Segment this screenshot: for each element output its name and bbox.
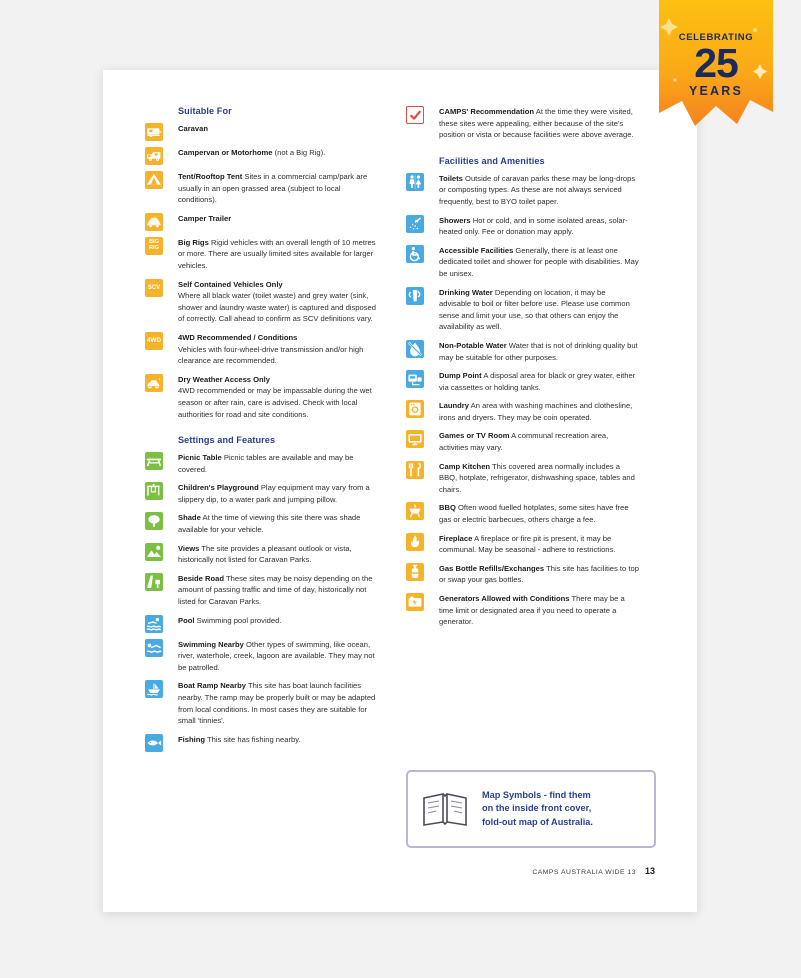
map-symbols-text — [482, 789, 593, 830]
callout-line-3: fold-out map of Australia. — [482, 816, 593, 827]
bbq-icon — [406, 502, 424, 520]
legend-entry-text — [178, 237, 378, 272]
camper-trailer-icon — [145, 213, 163, 231]
legend-entry-text — [178, 452, 378, 475]
legend-entry-text — [178, 171, 378, 206]
legend-entry-text — [178, 332, 378, 367]
legend-entry-description: There may be a time limit or designated area if you need to operate a generator. — [439, 594, 625, 627]
legend-entry-term: Accessible Facilities — [439, 245, 514, 255]
section-heading: Settings and Features — [178, 435, 276, 446]
legend-entry-text — [439, 502, 639, 525]
legend-entry-description: A disposal area for black or grey water, either via cassettes or holding tanks. — [439, 371, 636, 392]
legend-entry-description: Often wood fuelled hotplates, some sites have free gas or electric barbecues, others charge a fee. — [439, 503, 629, 525]
legend-entry-text — [178, 543, 378, 566]
laundry-icon — [406, 400, 424, 418]
legend-entry-term: Dry Weather Access Only — [178, 374, 271, 384]
legend-entry — [145, 279, 378, 325]
fireplace-icon — [406, 533, 424, 551]
camp-kitchen-icon — [406, 461, 424, 479]
boat-ramp-icon — [145, 680, 163, 698]
map-symbols-callout — [406, 770, 656, 848]
section-heading: Suitable For — [178, 106, 232, 116]
legend-entry-description: (not a Big Rig). — [274, 148, 326, 157]
legend-entry — [145, 734, 378, 751]
legend-entry-term: Games or TV Room — [439, 431, 510, 441]
legend-entry-term: CAMPS' Recommendation — [439, 107, 535, 116]
legend-entry — [145, 512, 378, 535]
legend-entry — [145, 213, 378, 230]
legend-entry — [406, 215, 639, 238]
legend-entry-text — [439, 173, 639, 208]
legend-entry-text — [439, 340, 639, 363]
legend-entry-term: Campervan or Motorhome — [178, 148, 273, 157]
badge-ribbon-shape — [655, 0, 777, 148]
fishing-icon — [145, 734, 163, 752]
legend-entry-term: 4WD Recommended / Conditions — [178, 332, 298, 342]
legend-entry-text — [178, 123, 378, 135]
legend-entry-description: An area with washing machines and clothesline, irons and dryers. They may be coin operated. — [439, 401, 633, 422]
legend-entry — [406, 533, 639, 556]
legend-entry-description: Depending on location, it may be advisable to boil or filter before use. Please use common sense and limit your use, so that others can enjoy the availability as well. — [439, 287, 630, 332]
legend-entry-description: Picnic tables are available and may be covered. — [178, 453, 354, 474]
caravan-icon — [145, 123, 163, 141]
legend-entry — [145, 452, 378, 475]
icon-text-label: SCV — [147, 284, 161, 291]
legend-entry-description: At the time they were visited, these sites were appealing, either because of the site's position or vista or because facilities were above average. — [439, 107, 634, 140]
legend-entry-term: Big Rigs — [178, 237, 209, 247]
legend-entry-description: This site has boat launch facilities nearby. The ramp may be properly built or may be adapted from local conditions. In most cases they are suitable for small 'tinnies'. — [178, 681, 376, 726]
swimming-nearby-icon — [145, 639, 163, 657]
footer-publication: CAMPS AUSTRALIA WIDE 13 — [532, 869, 636, 876]
motorhome-icon — [145, 147, 163, 165]
left-column — [145, 106, 378, 758]
open-map-icon — [422, 791, 468, 827]
legend-entry — [406, 400, 639, 423]
legend-entry-text — [178, 639, 378, 674]
scv-icon — [145, 279, 163, 297]
gas-bottle-icon — [406, 563, 424, 581]
legend-entry-description: This covered area normally includes a BBQ, hotplate, refrigerator, dishwashing space, tables and chairs. — [439, 461, 635, 494]
legend-entry-term: Swimming Nearby — [178, 639, 244, 649]
legend-entry-term: Beside Road — [178, 573, 224, 583]
legend-entry-description: Vehicles with four-wheel-drive transmission and/or high clearance are recommended. — [178, 344, 364, 366]
legend-entry — [406, 287, 639, 333]
tent-icon — [145, 171, 163, 189]
picnic-table-icon — [145, 452, 163, 470]
legend-entry-term: Drinking Water — [439, 287, 493, 297]
legend-entry-text — [178, 615, 378, 627]
showers-icon — [406, 215, 424, 233]
badge-celebrating-label: CELEBRATING — [678, 32, 754, 43]
legend-entry-text — [439, 461, 639, 496]
legend-entry-description: A communal recreation area, activities may vary. — [439, 431, 609, 453]
legend-entry-text — [178, 573, 378, 608]
badge-number: 25 — [694, 40, 738, 86]
legend-entry-description: Rigid vehicles with an overall length of 10 metres or more. There are usually limited sites available for larger vehicles. — [178, 237, 376, 270]
dry-weather-access-icon — [145, 374, 163, 392]
legend-entry-description: At the time of viewing this site there was shade available for your vehicle. — [178, 513, 361, 535]
toilets-icon — [406, 173, 424, 191]
legend-entry — [145, 573, 378, 608]
legend-entry-text — [439, 563, 639, 586]
legend-entry-description: Generally, there is at least one dedicated toilet and shower for people with disabilities. May be unisex. — [439, 245, 639, 278]
legend-entry-term: Camp Kitchen — [439, 461, 491, 471]
legend-entry — [406, 370, 639, 393]
legend-entry-text — [439, 106, 639, 141]
legend-entry-description: This site has fishing nearby. — [206, 734, 301, 744]
callout-line-2: on the inside front cover, — [482, 803, 592, 814]
dump-point-icon — [406, 370, 424, 388]
pool-icon — [145, 615, 163, 633]
legend-entry-term: Laundry — [439, 401, 469, 411]
legend-entry-text — [178, 512, 378, 535]
legend-entry — [145, 639, 378, 674]
legend-entry — [145, 237, 378, 272]
legend-entry — [406, 461, 639, 496]
legend-entry-term: Showers — [439, 215, 471, 225]
legend-entry-term: Gas Bottle Refills/Exchanges — [439, 563, 545, 573]
legend-entry-description: This site has facilities to top or swap your gas bottles. — [439, 563, 639, 585]
legend-entry — [145, 482, 378, 505]
celebrating-25-years-badge — [655, 0, 777, 148]
legend-entry-term: Children's Playground — [178, 483, 259, 493]
footer-page-number: 13 — [644, 866, 655, 876]
legend-entry-description: Where all black water (toilet waste) and grey water (sink, shower and laundry waste water) is captured and disposed of correctly. Call ahead to confirm as SCV definitions vary. — [178, 291, 376, 324]
legend-entry-description: Water that is not of drinking quality but may be suitable for other purposes. — [439, 340, 638, 362]
legend-entry — [145, 171, 378, 206]
legend-entry-term: BBQ — [439, 503, 456, 513]
legend-entry-text — [439, 533, 639, 556]
legend-entry-description: Play equipment may vary from a slippery dip, to a water park and jumping pillow. — [178, 483, 370, 504]
right-column — [406, 106, 639, 635]
page-footer — [532, 866, 655, 876]
legend-entry — [145, 615, 378, 632]
legend-entry-text — [439, 245, 639, 280]
views-icon — [145, 543, 163, 561]
legend-entry-text — [178, 213, 378, 225]
checkbox-tick-icon — [406, 106, 424, 124]
document-page — [103, 70, 697, 912]
generator-icon — [406, 593, 424, 611]
legend-entry-text — [439, 215, 639, 238]
drinking-water-icon — [406, 287, 424, 305]
legend-entry-text — [178, 482, 378, 505]
legend-entry-description: Other types of swimming, like ocean, river, waterhole, creek, lagoon are available. They may not be patrolled. — [178, 639, 375, 672]
legend-entry-term: Fishing — [178, 734, 205, 744]
legend-entry-term: Views — [178, 543, 200, 553]
badge-years-label: YEARS — [688, 83, 744, 98]
section-heading: Facilities and Amenities — [439, 155, 545, 166]
icon-text-label: 4WD — [147, 337, 161, 345]
legend-entry-text — [178, 734, 378, 746]
legend-entry — [145, 332, 378, 367]
legend-entry-text — [178, 680, 378, 726]
legend-entry — [406, 430, 639, 453]
legend-entry-term: Shade — [178, 513, 201, 523]
legend-entry-text — [439, 430, 639, 453]
legend-entry — [145, 543, 378, 566]
shade-tree-icon — [145, 512, 163, 530]
legend-entry-term: Boat Ramp Nearby — [178, 681, 246, 691]
legend-entry — [145, 147, 378, 164]
legend-entry-term: Toilets — [439, 173, 463, 183]
legend-entry-term: Non-Potable Water — [439, 340, 507, 350]
legend-entry — [145, 123, 378, 140]
beside-road-icon — [145, 573, 163, 591]
big-rig-icon — [145, 237, 163, 255]
legend-entry-term: Tent/Rooftop Tent — [178, 172, 243, 181]
non-potable-water-icon — [406, 340, 424, 358]
playground-icon — [145, 482, 163, 500]
legend-entry-text — [439, 400, 639, 423]
legend-entry — [406, 593, 639, 628]
four-wheel-drive-icon — [145, 332, 163, 350]
games-tv-room-icon — [406, 430, 424, 448]
legend-entry — [406, 563, 639, 586]
legend-entry-term: Picnic Table — [178, 453, 222, 463]
accessible-icon — [406, 245, 424, 263]
legend-entry — [145, 374, 378, 420]
legend-entry-term: Fireplace — [439, 533, 473, 543]
legend-entry-text — [178, 147, 378, 159]
legend-entry — [406, 106, 639, 141]
legend-entry-text — [178, 279, 378, 325]
legend-entry-term: Self Contained Vehicles Only — [178, 279, 283, 289]
legend-entry-term: Pool — [178, 615, 195, 625]
legend-entry-description: These sites may be noisy depending on the amount of passing traffic and time of day, historically not listed for Caravan Parks. — [178, 573, 373, 607]
legend-entry — [406, 502, 639, 525]
legend-entry-description: 4WD recommended or may be impassable during the wet season or after rain, care is advised. Check with local authorities for road and site conditions. — [178, 386, 372, 419]
legend-entry-description: Sites in a commercial camp/park are usually in an open grassed area (subject to local conditions). — [178, 172, 368, 205]
legend-entry-term: Caravan — [178, 124, 208, 133]
legend-entry-term: Camper Trailer — [178, 213, 232, 223]
legend-entry-description: Swimming pool provided. — [196, 615, 282, 625]
icon-text-label: BIG RIG — [149, 238, 159, 251]
legend-entry-description: The site provides a pleasant outlook or vista, historically not listed for Caravan Parks. — [178, 543, 352, 565]
callout-line-1: Map Symbols - find them — [482, 789, 591, 800]
legend-entry-description: Outside of caravan parks these may be long-drops or composting types. As these are not always serviced frequently, best to BYO toilet paper. — [439, 173, 636, 206]
legend-entry — [406, 340, 639, 363]
legend-entry — [406, 173, 639, 208]
legend-entry-term: Generators Allowed with Conditions — [439, 594, 570, 603]
legend-entry-term: Dump Point — [439, 371, 482, 381]
legend-entry — [406, 245, 639, 280]
legend-entry-description: Hot or cold, and in some isolated areas, solar-heated only. Fee or donation may apply. — [439, 215, 628, 237]
legend-entry-text — [439, 370, 639, 393]
legend-entry — [145, 680, 378, 726]
legend-entry-description: A fireplace or fire pit is present, it may be communal. May be seasonal - adhere to restrictions. — [439, 533, 616, 555]
legend-entry-text — [178, 374, 378, 420]
legend-entry-text — [439, 287, 639, 333]
legend-entry-text — [439, 593, 639, 628]
